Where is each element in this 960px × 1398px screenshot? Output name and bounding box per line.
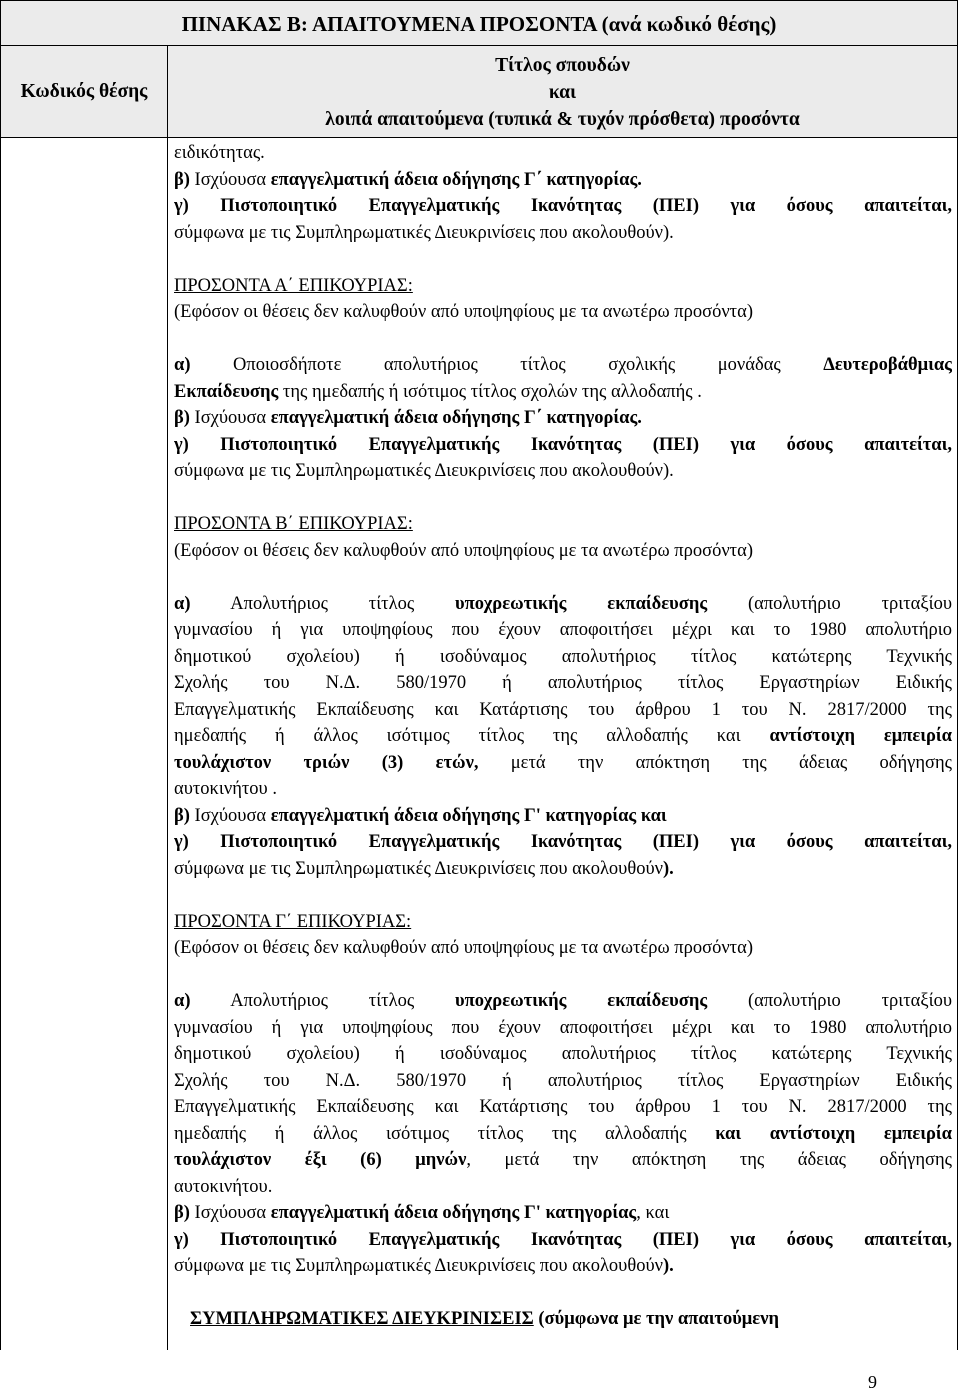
supplementary-heading: ΣΥΜΠΛΗΡΩΜΑΤΙΚΕΣ ΔΙΕΥΚΡΙΝΙΣΕΙΣ (σύμφωνα με την απαιτούμενη	[190, 1309, 779, 1329]
section-b-item-a-line-3: δημοτικού σχολείου) ή ισοδύναμος απολυτήριος τίτλος κατώτερης Τεχνικής	[174, 646, 952, 667]
qualifications-cell	[174, 140, 952, 1333]
column-header-qualifications	[168, 46, 958, 138]
section-b-item-a-line-1: α) Απολυτήριος τίτλος υποχρεωτικής εκπαίδευσης (απολυτήριο τριταξίου	[174, 593, 952, 614]
section-c-item-a-line-3: δημοτικού σχολείου) ή ισοδύναμος απολυτήριος τίτλος κατώτερης Τεχνικής	[174, 1044, 952, 1064]
section-b-subtitle: (Εφόσον οι θέσεις δεν καλυφθούν από υποψηφίους με τα ανωτέρω προσόντα)	[174, 540, 753, 561]
section-a-item-c-line-2: σύμφωνα με τις Συμπληρωματικές Διευκρινίσεις που ακολουθούν).	[174, 461, 674, 481]
section-c-heading: ΠΡΟΣΟΝΤΑ Γ΄ ΕΠΙΚΟΥΡΙΑΣ:	[174, 911, 412, 932]
section-c-item-b: β) Ισχύουσα επαγγελματική άδεια οδήγησης Γ' κατηγορίας, και	[174, 1203, 670, 1223]
table-border-left	[0, 138, 1, 1350]
section-c-item-a-line-1: α) Απολυτήριος τίτλος υποχρεωτικής εκπαίδευσης (απολυτήριο τριταξίου	[174, 991, 952, 1011]
column-header-line-1: Τίτλος σπουδών	[495, 55, 630, 76]
section-c-item-a-line-5: Επαγγελματικής Εκπαίδευσης και Κατάρτισης του άρθρου 1 του Ν. 2817/2000 της	[174, 1097, 952, 1117]
section-a-heading: ΠΡΟΣΟΝΤΑ Α΄ ΕΠΙΚΟΥΡΙΑΣ:	[174, 275, 413, 296]
section-a-item-b: β) Ισχύουσα επαγγελματική άδεια οδήγησης Γ΄ κατηγορίας.	[174, 408, 642, 428]
section-b-heading: ΠΡΟΣΟΝΤΑ Β΄ ΕΠΙΚΟΥΡΙΑΣ:	[174, 514, 413, 534]
section-a-item-c-line-1: γ) Πιστοποιητικό Επαγγελματικής Ικανότητας (ΠΕΙ) για όσους απαιτείται,	[174, 434, 952, 455]
top-line-2: β) Ισχύουσα επαγγελματική άδεια οδήγησης Γ΄ κατηγορίας.	[174, 169, 642, 190]
section-a-subtitle: (Εφόσον οι θέσεις δεν καλυφθούν από υποψηφίους με τα ανωτέρω προσόντα)	[174, 302, 753, 322]
table-border-right	[957, 138, 958, 1350]
section-c-item-a-line-2: γυμνασίου ή για υποψηφίους που έχουν αποφοιτήσει μέχρι και το 1980 απολυτήριο	[174, 1017, 952, 1038]
section-b-item-a-line-5: Επαγγελματικής Εκπαίδευσης και Κατάρτισης του άρθρου 1 του Ν. 2817/2000 της	[174, 699, 952, 720]
section-b-item-c-line-2: σύμφωνα με τις Συμπληρωματικές Διευκρινίσεις που ακολουθούν).	[174, 858, 674, 879]
section-b-item-b: β) Ισχύουσα επαγγελματική άδεια οδήγησης Γ' κατηγορίας και	[174, 805, 667, 826]
section-c-item-c-line-1: γ) Πιστοποιητικό Επαγγελματικής Ικανότητας (ΠΕΙ) για όσους απαιτείται,	[174, 1229, 952, 1250]
section-a-item-a-line-2: Εκπαίδευσης της ημεδαπής ή ισότιμος τίτλος σχολών της αλλοδαπής .	[174, 381, 702, 402]
top-line-4: σύμφωνα με τις Συμπληρωματικές Διευκρινίσεις που ακολουθούν).	[174, 222, 674, 243]
column-header-code: Κωδικός θέσης	[0, 46, 168, 138]
column-header-line-2: και	[548, 82, 577, 103]
section-b-item-a-line-7: τουλάχιστον τριών (3) ετών, μετά την απόκτηση της άδειας οδήγησης	[174, 752, 952, 773]
section-c-item-a-line-4: Σχολής του Ν.Δ. 580/1970 ή απολυτήριος τίτλος Εργαστηρίων Ειδικής	[174, 1070, 952, 1091]
top-line-3: γ) Πιστοποιητικό Επαγγελματικής Ικανότητας (ΠΕΙ) για όσους απαιτείται,	[174, 196, 952, 216]
section-b-item-a-line-6: ημεδαπής ή άλλος ισότιμος τίτλος της αλλοδαπής και αντίστοιχη εμπειρία	[174, 726, 952, 746]
table-title: ΠΙΝΑΚΑΣ Β: ΑΠΑΙΤΟΥΜΕΝΑ ΠΡΟΣΟΝΤΑ (ανά κωδικό θέσης)	[0, 0, 958, 46]
section-b-item-a-line-2: γυμνασίου ή για υποψηφίους που έχουν αποφοιτήσει μέχρι και το 1980 απολυτήριο	[174, 620, 952, 640]
column-header-line-3: λοιπά απαιτούμενα (τυπικά & τυχόν πρόσθετα) προσόντα	[325, 109, 800, 130]
page-number: 9	[868, 1372, 877, 1392]
top-line-1: ειδικότητας.	[174, 143, 265, 163]
section-c-item-a-line-8: αυτοκινήτου.	[174, 1176, 273, 1197]
table-column-divider	[167, 138, 168, 1350]
header-divider	[0, 137, 958, 138]
section-c-item-a-line-6: ημεδαπής ή άλλος ισότιμος τίτλος της αλλοδαπής και αντίστοιχη εμπειρία	[174, 1123, 952, 1144]
section-b-item-a-line-4: Σχολής του Ν.Δ. 580/1970 ή απολυτήριος τίτλος Εργαστηρίων Ειδικής	[174, 673, 952, 693]
section-c-item-a-line-7: τουλάχιστον έξι (6) μηνών, μετά την απόκτηση της άδειας οδήγησης	[174, 1150, 952, 1170]
section-c-subtitle: (Εφόσον οι θέσεις δεν καλυφθούν από υποψηφίους με τα ανωτέρω προσόντα)	[174, 938, 753, 958]
section-a-item-a-line-1: α) Οποιοσδήποτε απολυτήριος τίτλος σχολικής μονάδας Δευτεροβάθμιας	[174, 355, 952, 375]
section-b-item-c-line-1: γ) Πιστοποιητικό Επαγγελματικής Ικανότητας (ΠΕΙ) για όσους απαιτείται,	[174, 832, 952, 852]
section-b-item-a-line-8: αυτοκινήτου .	[174, 779, 277, 799]
section-c-item-c-line-2: σύμφωνα με τις Συμπληρωματικές Διευκρινίσεις που ακολουθούν).	[174, 1256, 674, 1276]
